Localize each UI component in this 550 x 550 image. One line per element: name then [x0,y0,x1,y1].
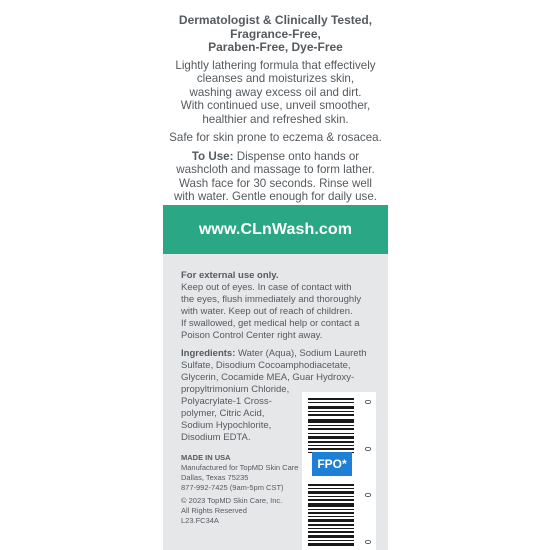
directions-line: with water. Gentle enough for daily use. [173,190,377,203]
ingredients-line: Sodium Hypochlorite, [181,420,272,431]
claims-heading [163,14,388,55]
description-line: Lightly lathering formula that effectively [175,58,376,72]
manufacturer-line: Dallas, Texas 75235 [181,473,249,482]
barcode-digit: 0 [362,446,372,451]
ingredients-line: Glycerin, Cocamide MEA, Guar Hydroxy- [181,372,355,383]
ingredients-line: polymer, Citric Acid, [181,408,265,419]
safe-text: Safe for skin prone to eczema & rosacea. [169,131,382,144]
barcode [302,392,376,550]
directions-line: Dispense onto hands or [233,149,360,163]
manufacturer-line: Manufactured for TopMD Skin Care [181,463,299,472]
ingredients-line: propyltrimonium Chloride, [181,384,290,395]
ingredients-line: Sulfate, Disodium Cocoamphodiacetate, [181,360,351,371]
product-description-panel [163,0,388,205]
description-line: cleanses and moisturizes skin, [196,72,355,85]
to-use-label: To Use: [191,149,234,163]
description-line: With continued use, unveil smoother, [180,99,371,112]
claims-line: Fragrance-Free, [230,26,321,41]
claims-line: Paraben-Free, Dye-Free [208,40,343,54]
manufacturer-section [181,453,301,526]
barcode-digit: 0 [362,539,372,545]
ingredients-line: Polyacrylate-1 Cross- [181,396,272,407]
warning-line: If swallowed, get medical help or contact a [181,318,360,329]
barcode-digit: 0 [362,493,372,498]
warning-line: the eyes, flush immediately and thoroughly [181,294,362,305]
made-in-label: MADE IN USA [181,453,231,462]
ingredients-line: Disodium EDTA. [181,432,251,443]
directions-text [163,150,388,204]
website-band [163,205,388,254]
copyright-line: L23.FC34A [181,516,219,525]
warning-line: Keep out of eyes. In case of contact with [181,282,352,293]
warning-heading: For external use only. [181,270,279,281]
fpo-label: FPO* [312,452,352,476]
copyright-line: © 2023 TopMD Skin Care, Inc. [181,496,283,505]
warning-text [181,282,377,342]
description-line: healthier and refreshed skin. [202,112,349,126]
manufacturer-line: 877-992-7425 (9am-5pm CST) [181,483,284,492]
barcode-digits [362,398,372,546]
directions-line: Wash face for 30 seconds. Rinse well [179,176,372,190]
description-line: washing away excess oil and dirt. [189,85,362,99]
copyright-line: All Rights Reserved [181,506,247,515]
warnings-panel [163,254,388,550]
ingredients-line: Water (Aqua), Sodium Laureth [235,348,367,359]
barcode-digit: 0 [362,399,372,405]
website-url[interactable]: www.CLnWash.com [198,220,353,238]
ingredients-label: Ingredients: [181,348,236,359]
directions-line: washcloth and massage to form lather. [176,163,375,176]
warning-line: with water. Keep out of reach of children. [181,306,353,317]
warning-line: Poison Control Center right away. [181,330,323,341]
claims-line: Dermatologist & Clinically Tested, [178,13,373,27]
description-text [163,59,388,127]
